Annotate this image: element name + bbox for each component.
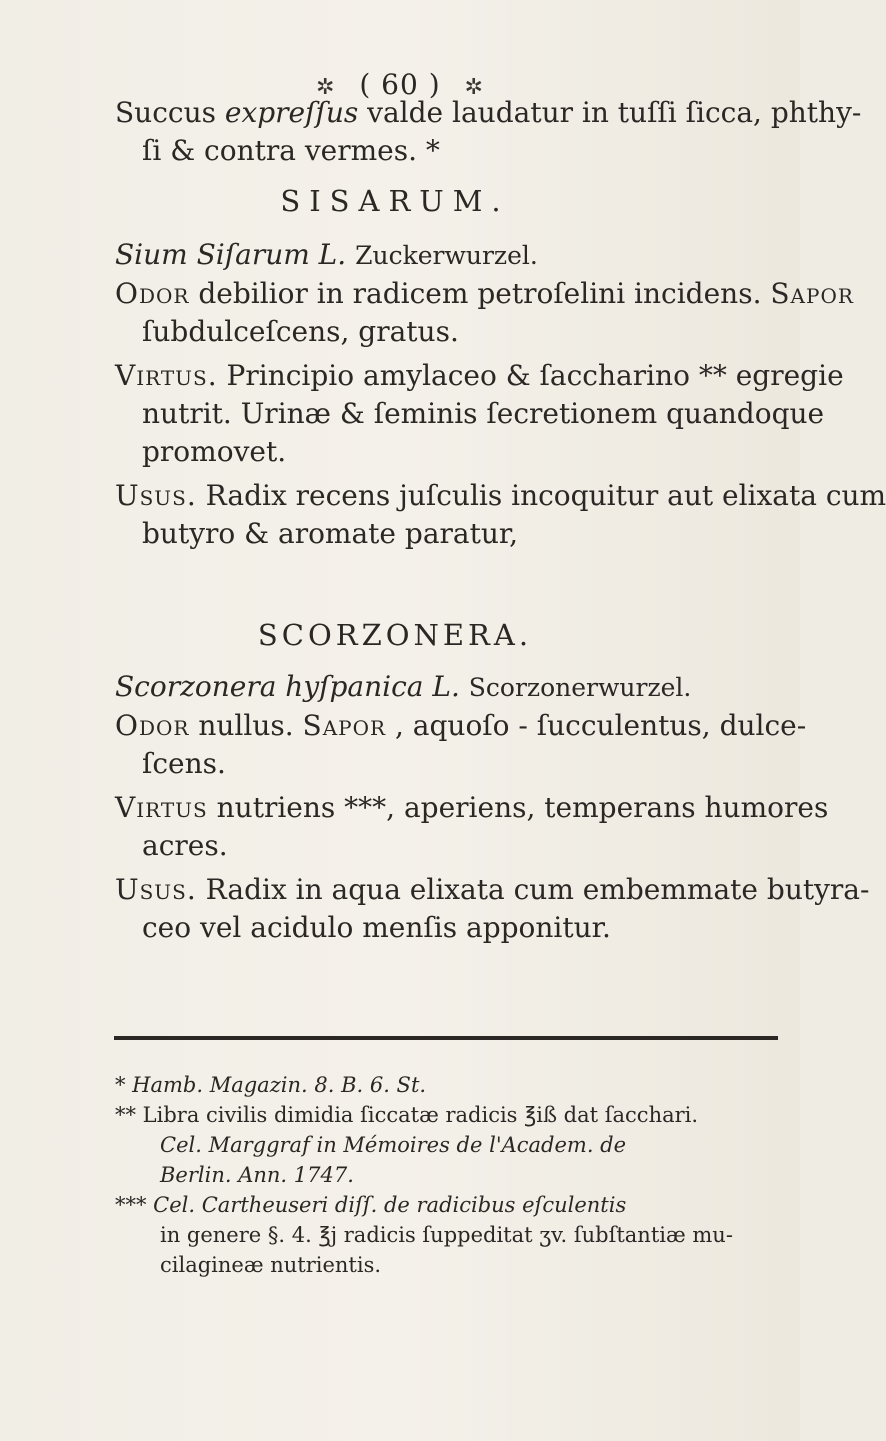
intro-line-2: ſi & contra vermes. * xyxy=(142,134,440,167)
sisarum-virtus-line-3: promovet. xyxy=(142,435,287,468)
sisarum-name-line xyxy=(115,236,795,275)
footnote-2-line-2: Cel. Marggraf in Mémoires de l'Academ. de xyxy=(160,1133,627,1157)
ornament-left-icon: ✲ xyxy=(316,75,336,100)
sisarum-heading: SISARUM. xyxy=(280,184,510,218)
footnote-divider xyxy=(114,1036,778,1040)
scorzonera-virtus-line-1: Virtus nutriens ***, aperiens, temperans humores xyxy=(115,791,829,824)
scorzonera-odor-line: Odor nullus. Sapor , aquoſo - ſucculentus, dulce- xyxy=(115,709,807,742)
sisarum-odor-line: Odor debilior in radicem petroſelini incidens. Sapor xyxy=(115,277,854,310)
ornament-right-icon: ✲ xyxy=(464,75,484,100)
sisarum-sapor-line: ſubdulceſcens, gratus. xyxy=(142,315,459,348)
scorzonera-section xyxy=(115,668,870,947)
sisarum-usus-line-1: Usus. Radix recens juſculis incoquitur aut elixata cum xyxy=(115,479,886,512)
sisarum-usus-line-2: butyro & aromate paratur, xyxy=(142,517,519,550)
scorzonera-german-name: Scorzonerwurzel. xyxy=(468,673,692,702)
sisarum-virtus-line-1: Virtus. Principio amylaceo & ſaccharino ** egregie xyxy=(115,359,844,392)
footnotes xyxy=(115,1070,795,1280)
sisarum-german-name: Zuckerwurzel. xyxy=(355,241,538,270)
scorzonera-usus-line-2: ceo vel acidulo menſis apponitur. xyxy=(142,911,611,944)
scorzonera-latin-name: Scorzonera hyſpanica L. xyxy=(115,670,460,703)
sisarum-virtus-line-2: nutrit. Urinæ & ſeminis ſecretionem quandoque xyxy=(142,397,825,430)
intro-line-1: Succus expreſſus valde laudatur in tuſſi ſicca, phthy- xyxy=(115,96,862,129)
sisarum-section xyxy=(115,236,886,553)
footnote-2-line-3: Berlin. Ann. 1747. xyxy=(160,1163,354,1187)
scorzonera-virtus-line-2: acres. xyxy=(142,829,228,862)
footnote-3-line-2: in genere §. 4. ℥j radicis ſuppeditat ʒv. ſubſtantiæ mu- xyxy=(160,1223,733,1247)
scorzonera-heading: SCORZONERA. xyxy=(257,618,533,652)
intro-paragraph xyxy=(115,94,862,170)
scorzonera-sapor-line: ſcens. xyxy=(142,747,226,780)
page-number: ( 60 ) xyxy=(359,68,441,101)
sisarum-latin-name: Sium Siſarum L. xyxy=(115,238,347,271)
footnote-1: * Hamb. Magazin. 8. B. 6. St. xyxy=(115,1073,427,1097)
scorzonera-name-line xyxy=(115,668,795,707)
footnote-3-line-3: cilagineæ nutrientis. xyxy=(160,1253,382,1277)
scorzonera-usus-line-1: Usus. Radix in aqua elixata cum embemmate butyra- xyxy=(115,873,870,906)
footnote-2-line-1: ** Libra civilis dimidia ſiccatæ radicis ℥iß dat ſacchari. xyxy=(115,1103,699,1127)
footnote-3-line-1: *** Cel. Cartheuseri diſſ. de radicibus eſculentis xyxy=(115,1193,627,1217)
